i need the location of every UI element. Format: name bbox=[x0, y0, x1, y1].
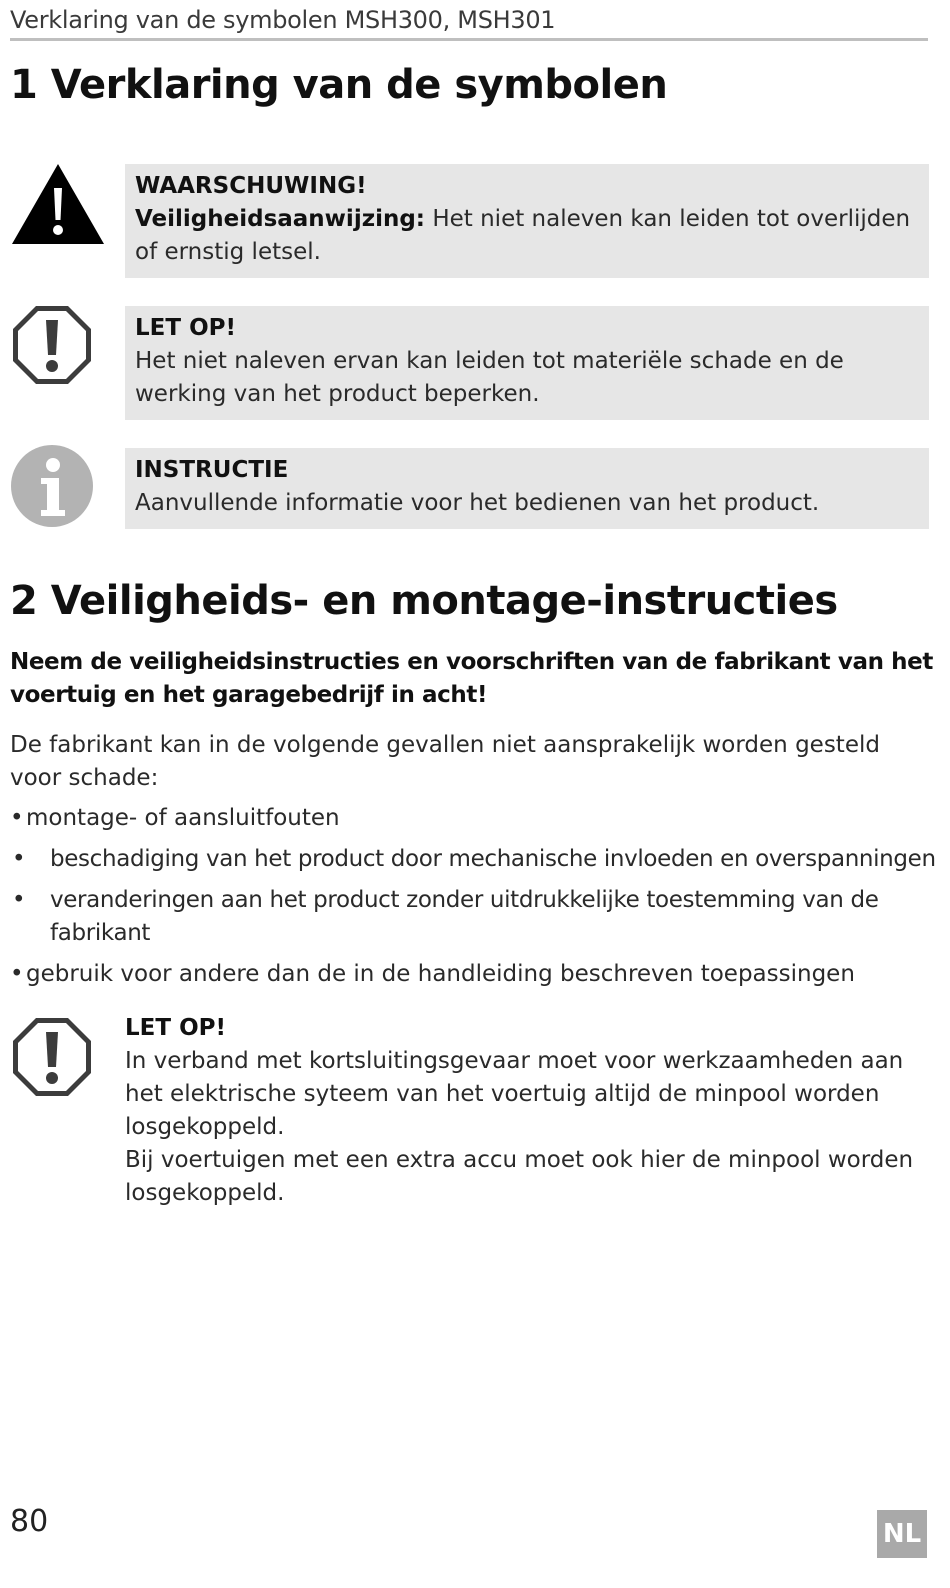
caution-notice-title: LET OP! bbox=[135, 315, 236, 341]
running-header: Verklaring van de symbolen MSH300, MSH301 bbox=[10, 6, 928, 41]
list-item: • gebruik voor andere dan de in de handleiding beschreven toepassingen bbox=[10, 958, 940, 991]
exclamation-octagon-icon bbox=[10, 303, 94, 387]
battery-caution-title: LET OP! bbox=[125, 1015, 226, 1041]
instruction-notice-text: Aanvullende informatie voor het bedienen van het product. bbox=[135, 490, 820, 516]
liability-list bbox=[10, 802, 940, 999]
section-1-heading: 1 Verklaring van de symbolen bbox=[10, 62, 668, 108]
battery-caution-notice bbox=[125, 1012, 925, 1210]
list-item: • beschadiging van het product door mechanische invloeden en overspanningen bbox=[10, 843, 940, 876]
exclamation-octagon-icon bbox=[10, 1015, 94, 1099]
list-item: • montage- of aansluitfouten bbox=[10, 802, 940, 835]
section-2-heading: 2 Veiligheids- en montage-instructies bbox=[10, 578, 838, 624]
list-item: • veranderingen aan het product zonder uitdrukkelijke toestemming van de fabrikant bbox=[10, 884, 940, 950]
battery-caution-line: In verband met kortsluitingsgevaar moet voor werkzaamheden aan het elektrische syteem van het voertuig altijd de minpool worden losgekoppeld. bbox=[125, 1048, 904, 1140]
warning-triangle-icon bbox=[10, 162, 106, 246]
page-number: 80 bbox=[10, 1504, 49, 1539]
warning-notice-lead: Veiligheidsaanwijzing: bbox=[135, 206, 426, 232]
info-circle-icon bbox=[10, 444, 94, 528]
language-badge: NL bbox=[877, 1510, 927, 1558]
liability-paragraph: De fabrikant kan in de volgende gevallen niet aansprakelijk worden gesteld voor schade: bbox=[10, 732, 880, 791]
instruction-notice bbox=[125, 448, 929, 529]
caution-notice-text: Het niet naleven ervan kan leiden tot materiële schade en de werking van het product beperken. bbox=[135, 348, 844, 407]
safety-intro: Neem de veiligheidsinstructies en voorschriften van de fabrikant van het voertuig en het garagebedrijf in acht! bbox=[10, 649, 933, 708]
instruction-notice-title: INSTRUCTIE bbox=[135, 457, 289, 483]
warning-notice-title: WAARSCHUWING! bbox=[135, 173, 367, 199]
warning-notice-text: Het niet naleven kan leiden tot overlijden of ernstig letsel. bbox=[135, 206, 911, 265]
caution-notice bbox=[125, 306, 929, 420]
battery-caution-line: Bij voertuigen met een extra accu moet ook hier de minpool worden losgekoppeld. bbox=[125, 1147, 914, 1206]
warning-notice bbox=[125, 164, 929, 278]
